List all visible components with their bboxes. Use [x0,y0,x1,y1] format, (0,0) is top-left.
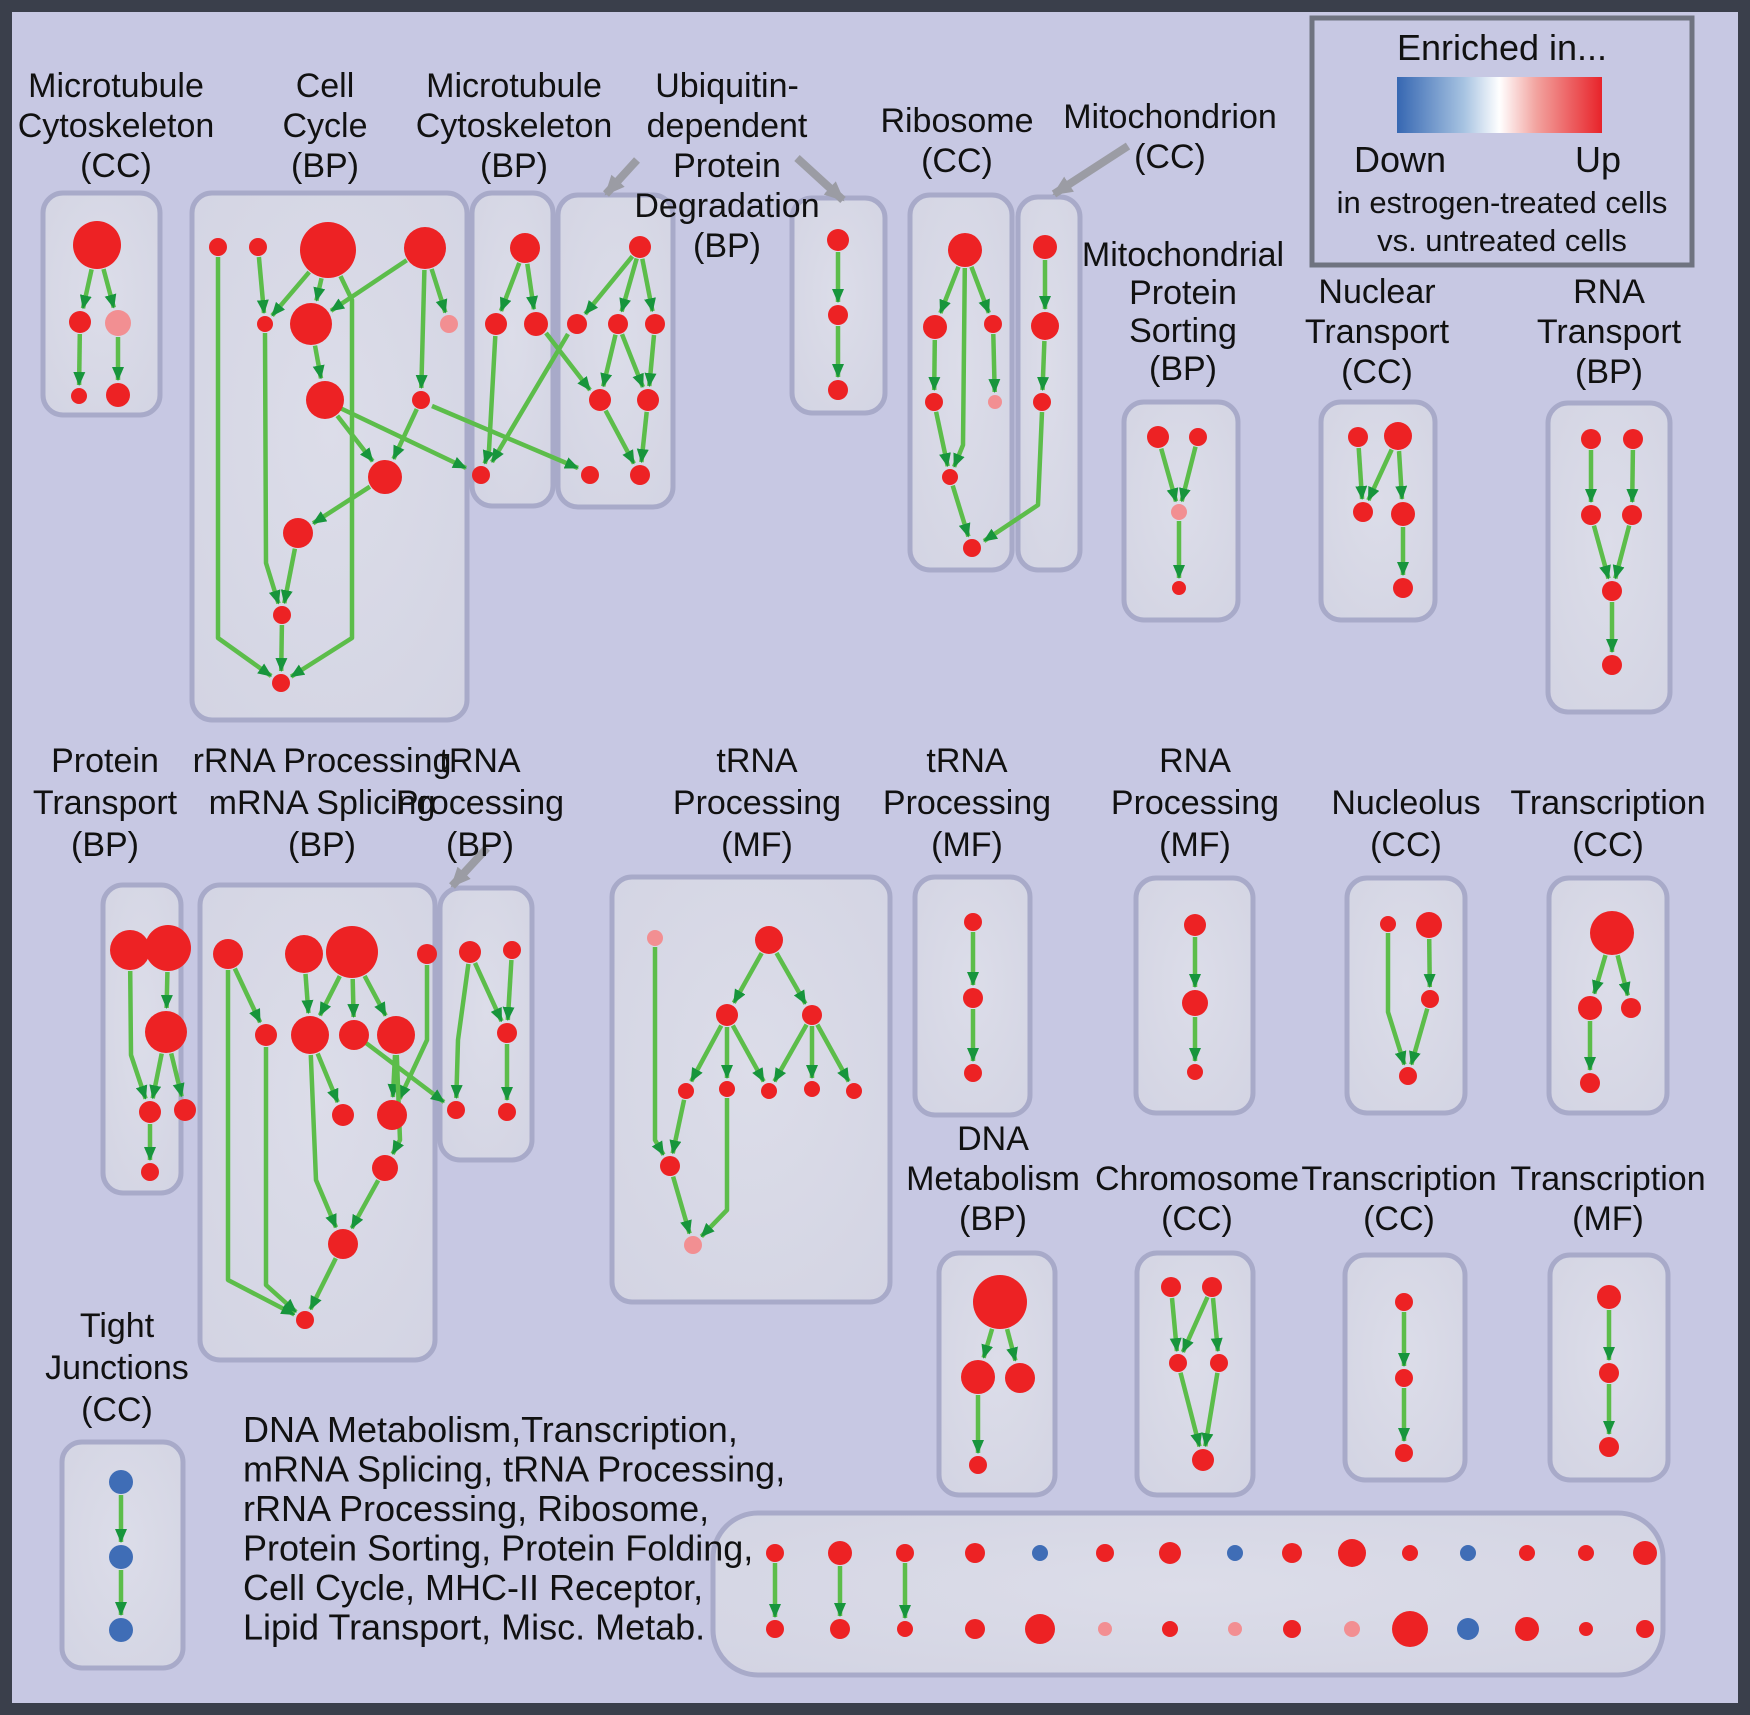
go-term-node [1395,1293,1413,1311]
go-term-node [1380,916,1396,932]
group-label-trna-processing-mf-2: Processing [882,784,1052,822]
group-label-transcription-mf: Transcription [1510,1160,1706,1198]
group-label-chromosome-cc: Chromosome [1094,1160,1300,1198]
go-term-node [804,1081,820,1097]
group-label-protein-transport-bp: Transport [32,784,178,822]
go-term-node [827,229,849,251]
group-label-rna-processing-mf: Processing [1110,784,1280,822]
group-label-nuclear-transport-cc: (CC) [1341,353,1413,391]
go-term-node [964,1064,982,1082]
go-term-node [141,1163,159,1181]
go-term-node [684,1236,702,1254]
go-term-node [965,1619,985,1639]
go-term-node [1033,235,1057,259]
group-label-trna-processing-bp: tRNA [439,742,521,780]
go-term-node [969,1456,987,1474]
group-label-trna-processing-mf-1: tRNA [716,742,798,780]
go-term-node [1172,581,1186,595]
go-term-node [589,389,611,411]
go-term-node [637,389,659,411]
group-label-ubiquitin-dependent-protein-degradation-bp: Degradation [634,187,820,225]
go-term-node [73,221,121,269]
go-term-node [1457,1618,1479,1640]
group-label-chromosome-cc: (CC) [1161,1200,1233,1238]
group-label-rrna-processing-mrna-splicing-bp: rRNA Processing [192,742,452,780]
group-label-cell-cycle-bp: (BP) [291,147,359,185]
go-term-node [766,1544,784,1562]
go-term-node [1228,1622,1242,1636]
go-term-node [109,1545,133,1569]
group-label-tight-junctions-cc: (CC) [81,1391,153,1429]
go-term-node [608,314,628,334]
go-term-node [1096,1544,1114,1562]
go-term-node [1581,429,1601,449]
go-term-node [1519,1545,1535,1561]
go-term-node [716,1004,738,1026]
go-term-node [328,1229,358,1259]
edge-microtubule-cytoskeleton-cc [79,334,80,385]
summary-category-text: mRNA Splicing, tRNA Processing, [243,1448,786,1490]
go-term-node [963,539,981,557]
go-term-node [1636,1620,1654,1638]
go-term-node [1162,1621,1178,1637]
group-label-transcription-cc-row3: (CC) [1363,1200,1435,1238]
go-term-node [1353,502,1373,522]
go-term-node [719,1081,735,1097]
go-term-node [273,606,291,624]
group-label-ubiquitin-dependent-protein-degradation-bp: Ubiquitin- [655,67,799,105]
go-term-node [766,1620,784,1638]
go-term-node [447,1101,465,1119]
group-label-transcription-cc-row2: Transcription [1510,784,1706,822]
go-term-node [257,316,273,332]
go-term-node [255,1024,277,1046]
go-term-node [678,1083,694,1099]
group-label-cell-cycle-bp: Cell [295,67,355,105]
go-term-node [1025,1614,1055,1644]
go-term-node [412,391,430,409]
group-label-ubiquitin-dependent-protein-degradation-bp: dependent [646,107,808,145]
go-term-node [110,930,150,970]
go-term-node [1391,502,1415,526]
go-term-node [1621,998,1641,1018]
go-term-node [272,674,290,692]
go-term-node [1590,911,1634,955]
go-term-node [973,1275,1027,1329]
annotation-arrow [1054,146,1128,194]
go-term-node [964,913,982,931]
go-term-node [1182,990,1208,1016]
go-term-node [213,939,243,969]
go-term-node [69,311,91,333]
go-term-node [1395,1369,1413,1387]
summary-category-text: Lipid Transport, Misc. Metab. [243,1606,706,1648]
group-label-mitochondrial-protein-sorting-bp: Sorting [1129,312,1237,350]
go-term-node [755,926,783,954]
legend-subtitle-1: in estrogen-treated cells [1336,185,1668,220]
go-term-node [1602,581,1622,601]
go-term-node [285,935,323,973]
go-term-node [1169,1354,1187,1372]
go-term-node [828,380,848,400]
go-term-node [174,1099,196,1121]
group-label-mitochondrion-cc: Mitochondrion [1063,98,1277,136]
group-box-ubiquitin-dependent-protein-degradation-bp [558,195,673,507]
go-term-node [802,1005,822,1025]
go-term-node [1147,426,1169,448]
go-term-node [404,227,446,269]
group-label-microtubule-cytoskeleton-bp: Cytoskeleton [415,107,613,145]
group-box-nuclear-transport-cc [1321,402,1435,620]
go-term-node [139,1101,161,1123]
group-label-ubiquitin-dependent-protein-degradation-bp: (BP) [693,227,761,265]
go-term-node [291,1016,329,1054]
edge-mitochondrion-cc [1043,341,1045,390]
group-label-microtubule-cytoskeleton-bp: (BP) [480,147,548,185]
group-label-trna-processing-mf-1: (MF) [721,826,793,864]
go-term-node [896,1544,914,1562]
summary-category-text: rRNA Processing, Ribosome, [243,1488,710,1529]
go-term-node [630,465,650,485]
go-term-node [1392,1611,1428,1647]
group-label-microtubule-cytoskeleton-cc: (CC) [80,147,152,185]
group-label-mitochondrial-protein-sorting-bp: Protein [1129,274,1237,312]
go-term-node [71,388,87,404]
go-term-node [1189,428,1207,446]
go-term-node [510,233,540,263]
group-label-mitochondrial-protein-sorting-bp: Mitochondrial [1081,236,1285,274]
go-term-node [830,1619,850,1639]
go-term-node [567,314,587,334]
go-term-node [459,941,481,963]
group-label-ubiquitin-dependent-protein-degradation-bp: Protein [673,147,781,185]
go-term-node [1171,504,1187,520]
go-term-node [368,460,402,494]
go-term-node [485,313,507,335]
go-term-node [326,926,378,978]
edge-ribosome-cc [993,334,994,392]
summary-category-text: Protein Sorting, Protein Folding, [243,1527,754,1569]
group-label-dna-metabolism-bp: DNA [957,1120,1029,1158]
go-term-node [988,395,1002,409]
go-term-node [963,988,983,1008]
go-term-node [1344,1621,1360,1637]
go-term-node [497,1023,517,1043]
go-term-node [1578,996,1602,1020]
go-term-node [1402,1545,1418,1561]
group-label-rna-processing-mf: (MF) [1159,826,1231,864]
group-label-ribosome-cc: (CC) [921,142,993,180]
group-label-rna-transport-bp: RNA [1573,273,1645,311]
go-term-node [1393,578,1413,598]
go-term-node [1623,429,1643,449]
go-term-node [109,1618,133,1642]
go-term-node [1161,1277,1181,1297]
go-term-node [761,1083,777,1099]
go-term-node [1399,1067,1417,1085]
go-term-node [897,1621,913,1637]
group-label-nuclear-transport-cc: Nuclear [1318,273,1436,311]
go-term-node [1192,1449,1214,1471]
go-term-node [498,1103,516,1121]
go-term-node [629,236,651,258]
go-term-node [1338,1539,1366,1567]
go-term-node [1032,1545,1048,1561]
go-term-node [660,1156,680,1176]
edge-cell-cycle-bp [421,270,424,388]
go-term-node [1581,505,1601,525]
go-term-node [1210,1354,1228,1372]
go-term-node [961,1360,995,1394]
go-term-node [1033,393,1051,411]
group-label-microtubule-cytoskeleton-cc: Cytoskeleton [17,107,215,145]
go-term-node [417,944,437,964]
go-term-node [1597,1285,1621,1309]
go-term-node [145,925,191,971]
go-term-node [1622,505,1642,525]
group-label-cell-cycle-bp: Cycle [282,107,368,145]
go-term-node [1282,1543,1302,1563]
group-label-transcription-mf: (MF) [1572,1200,1644,1238]
group-label-tight-junctions-cc: Junctions [45,1349,189,1387]
summary-strip-box [713,1513,1663,1675]
go-term-node [105,310,131,336]
group-label-rrna-processing-mrna-splicing-bp: mRNA Splicing [208,784,436,822]
group-label-ribosome-cc: Ribosome [880,102,1034,140]
group-label-trna-processing-mf-2: tRNA [926,742,1008,780]
go-term-node [106,383,130,407]
go-term-node [372,1155,398,1181]
go-term-node [828,1541,852,1565]
go-term-node [1633,1541,1657,1565]
group-label-rna-transport-bp: (BP) [1575,353,1643,391]
group-label-microtubule-cytoskeleton-cc: Microtubule [28,67,204,105]
go-term-node [1599,1363,1619,1383]
group-label-nucleolus-cc: (CC) [1370,826,1442,864]
go-term-node [283,518,313,548]
go-term-node [1460,1545,1476,1561]
edge-cell-cycle-bp [281,625,282,671]
group-label-trna-processing-mf-2: (MF) [931,826,1003,864]
go-term-node [1202,1277,1222,1297]
go-term-node [942,469,958,485]
edge-protein-transport-bp [167,972,168,1008]
legend-up-label: Up [1574,139,1622,180]
go-term-node [472,466,490,484]
group-label-dna-metabolism-bp: (BP) [959,1200,1027,1238]
go-term-node [647,930,663,946]
annotation-arrow [606,160,637,194]
go-term-node [332,1104,354,1126]
go-term-node [984,315,1002,333]
go-term-node [377,1100,407,1130]
go-term-node [249,238,267,256]
group-label-mitochondrial-protein-sorting-bp: (BP) [1149,350,1217,388]
go-term-node [925,393,943,411]
group-label-transcription-cc-row2: (CC) [1572,826,1644,864]
go-term-node [377,1016,415,1054]
go-term-node [300,222,356,278]
edge-nucleolus-cc [1429,939,1430,987]
go-term-node [1578,1545,1594,1561]
go-term-node [209,238,227,256]
go-term-node [1599,1437,1619,1457]
legend-title: Enriched in... [1396,27,1608,68]
go-term-node [1580,1073,1600,1093]
go-term-node [1159,1542,1181,1564]
legend-down-label: Down [1353,139,1447,180]
go-term-node [846,1083,862,1099]
group-label-protein-transport-bp: (BP) [71,826,139,864]
go-term-node [1515,1617,1539,1641]
go-term-node [306,381,344,419]
summary-category-text: DNA Metabolism,Transcription, [243,1409,738,1450]
group-label-mitochondrion-cc: (CC) [1134,138,1206,176]
group-label-microtubule-cytoskeleton-bp: Microtubule [426,67,602,105]
go-term-node [524,312,548,336]
go-term-node [1602,655,1622,675]
go-term-node [1098,1622,1112,1636]
go-term-node [339,1020,369,1050]
go-term-node [1579,1622,1593,1636]
go-term-node [109,1470,133,1494]
legend-subtitle-2: vs. untreated cells [1377,223,1627,258]
group-label-tight-junctions-cc: Tight [79,1307,155,1345]
go-term-node [1187,1064,1203,1080]
legend-gradient-bar [1397,77,1602,133]
group-label-trna-processing-bp: Processing [395,784,565,822]
go-term-node [581,466,599,484]
go-term-node [1384,422,1412,450]
edge-rrna-processing-mrna-splicing-bp [353,979,354,1017]
go-term-node [1348,427,1368,447]
go-term-node [503,941,521,959]
group-label-protein-transport-bp: Protein [51,742,159,780]
summary-category-text: Cell Cycle, MHC-II Receptor, [243,1567,704,1608]
group-box-trna-processing-bp [440,888,532,1160]
go-term-node [1421,990,1439,1008]
go-term-node [923,315,947,339]
go-term-node [1283,1620,1301,1638]
go-term-node [1395,1444,1413,1462]
edge-rna-transport-bp [1632,450,1633,502]
group-label-trna-processing-mf-1: Processing [672,784,842,822]
go-term-node [1005,1363,1035,1393]
go-term-node [948,233,982,267]
group-label-nuclear-transport-cc: Transport [1304,313,1450,351]
group-label-dna-metabolism-bp: Metabolism [906,1160,1080,1198]
go-term-node [440,315,458,333]
go-term-node [645,314,665,334]
go-term-node [296,1311,314,1329]
group-label-nucleolus-cc: Nucleolus [1331,784,1481,822]
go-term-node [1184,914,1206,936]
go-term-node [965,1543,985,1563]
edge-ribosome-cc [934,340,935,390]
edge-nuclear-transport-cc [1399,451,1402,499]
group-label-transcription-cc-row3: Transcription [1301,1160,1497,1198]
group-label-rrna-processing-mrna-splicing-bp: (BP) [288,826,356,864]
group-label-trna-processing-bp: (BP) [446,826,514,864]
go-term-node [828,305,848,325]
edge-rrna-processing-mrna-splicing-bp [306,974,309,1013]
group-label-rna-transport-bp: Transport [1536,313,1682,351]
go-term-node [145,1011,187,1053]
go-term-node [1031,312,1059,340]
go-term-node [1227,1545,1243,1561]
go-term-node [1416,912,1442,938]
group-label-rna-processing-mf: RNA [1159,742,1231,780]
go-term-node [290,303,332,345]
